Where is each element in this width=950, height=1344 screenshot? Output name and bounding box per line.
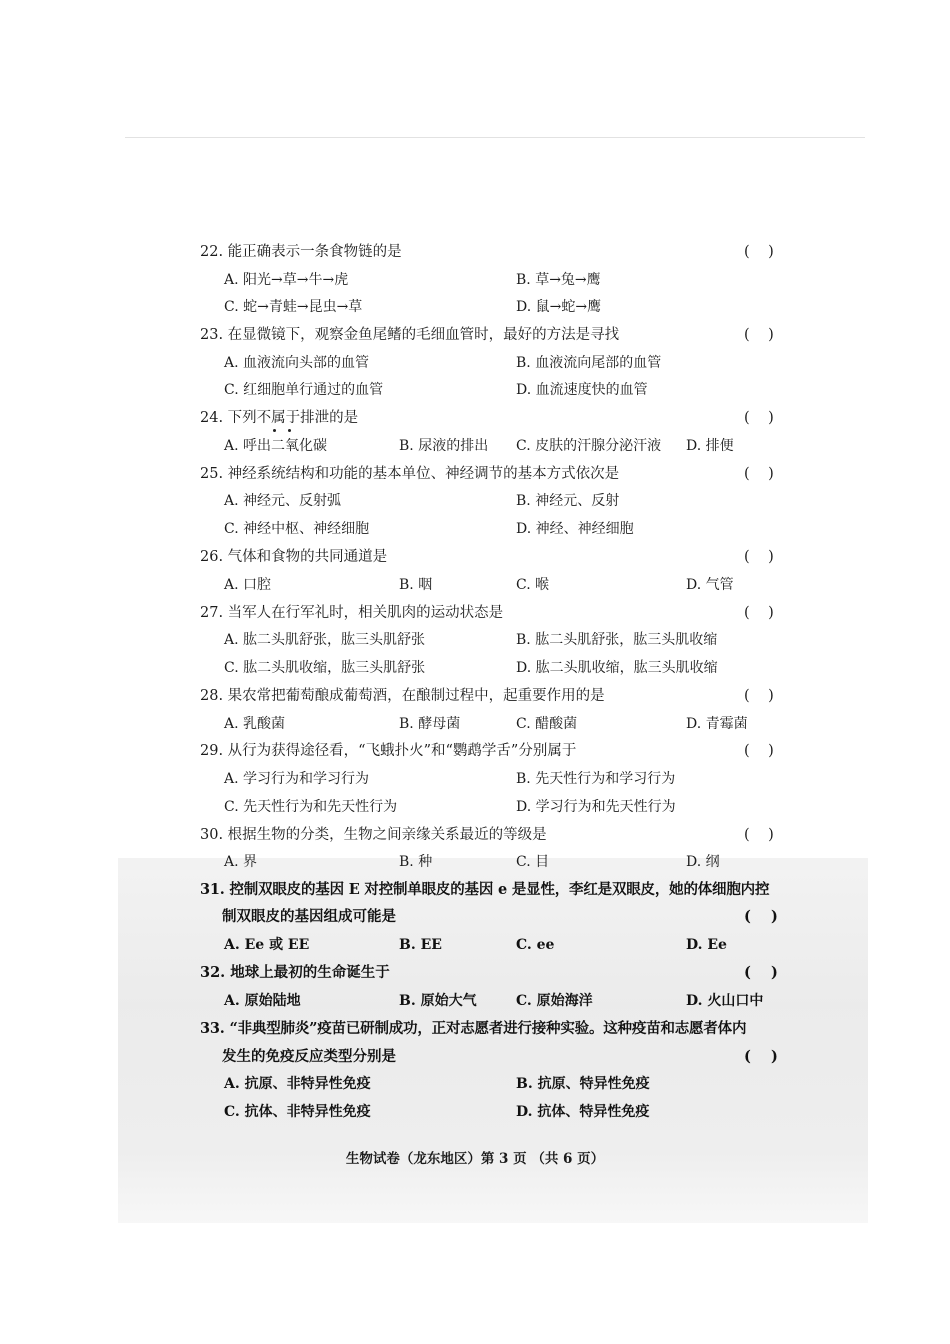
option-a: A. 阳光→草→牛→虎 [224, 272, 349, 288]
question-31-stem: 31. 控制双眼皮的基因 E 对控制单眼皮的基因 e 是显性，李红是双眼皮，她的体细胞内控 [200, 881, 770, 898]
option-d: D. 鼠→蛇→鹰 [516, 299, 602, 315]
option-b: B. 神经元、反射 [516, 493, 620, 509]
option-a: A. 神经元、反射弧 [224, 493, 342, 509]
answer-bracket: ( ) [744, 327, 774, 343]
option-c: C. ee [516, 937, 555, 953]
option-d: D. 纲 [686, 854, 720, 870]
answer-bracket: ( ) [744, 549, 774, 565]
option-d: D. 肱二头肌收缩，肱三头肌收缩 [516, 660, 718, 676]
answer-bracket: ( ) [744, 244, 774, 260]
option-b: B. 酵母菌 [399, 716, 461, 732]
question-22-stem: 22. 能正确表示一条食物链的是 [200, 244, 402, 260]
question-26-stem: 26. 气体和食物的共同通道是 [200, 549, 388, 565]
emphasis-dot [273, 429, 276, 432]
option-a: A. 乳酸菌 [224, 716, 286, 732]
option-b: B. 抗原、特异性免疫 [516, 1076, 650, 1092]
option-b: B. 肱二头肌舒张，肱三头肌收缩 [516, 632, 718, 648]
option-b: B. 先天性行为和学习行为 [516, 771, 676, 787]
option-d: D. 学习行为和先天性行为 [516, 799, 676, 815]
answer-bracket: ( ) [744, 605, 774, 621]
option-d: D. 气管 [686, 577, 734, 593]
option-d: D. 神经、神经细胞 [516, 521, 634, 537]
option-d: D. 青霉菌 [686, 716, 748, 732]
question-27-stem: 27. 当军人在行军礼时，相关肌肉的运动状态是 [200, 605, 504, 621]
question-30-stem: 30. 根据生物的分类，生物之间亲缘关系最近的等级是 [200, 827, 547, 843]
answer-bracket: ( ) [744, 1048, 778, 1065]
option-b: B. 咽 [399, 577, 433, 593]
answer-bracket: ( ) [744, 908, 778, 925]
option-c: C. 目 [516, 854, 550, 870]
option-d: D. 血流速度快的血管 [516, 382, 648, 398]
option-c: C. 醋酸菌 [516, 716, 578, 732]
answer-bracket: ( ) [744, 688, 774, 704]
answer-bracket: ( ) [744, 827, 774, 843]
option-b: B. 尿液的排出 [399, 438, 489, 454]
question-33-stem: 33. “非典型肺炎”疫苗已研制成功，正对志愿者进行接种实验。这种疫苗和志愿者体内 [200, 1020, 747, 1037]
answer-bracket: ( ) [744, 964, 778, 981]
option-b: B. 种 [399, 854, 433, 870]
option-a: A. 肱二头肌舒张，肱三头肌舒张 [224, 632, 426, 648]
option-b: B. 原始大气 [399, 993, 477, 1009]
answer-bracket: ( ) [744, 466, 774, 482]
question-29-stem: 29. 从行为获得途径看，“飞蛾扑火”和“鹦鹉学舌”分别属于 [200, 743, 577, 759]
emphasis-dot [288, 429, 291, 432]
option-a: A. Ee 或 EE [224, 937, 310, 953]
question-24-stem: 24. 下列不属于排泄的是 [200, 410, 359, 426]
option-d: D. 排便 [686, 438, 734, 454]
option-a: A. 呼出二氧化碳 [224, 438, 328, 454]
option-a: A. 界 [224, 854, 258, 870]
option-c: C. 皮肤的汗腺分泌汗液 [516, 438, 662, 454]
option-b: B. 血液流向尾部的血管 [516, 355, 662, 371]
option-a: A. 原始陆地 [224, 993, 301, 1009]
question-28-stem: 28. 果农常把葡萄酿成葡萄酒，在酿制过程中，起重要作用的是 [200, 688, 605, 704]
option-b: B. EE [399, 937, 442, 953]
option-d: D. Ee [686, 937, 727, 953]
question-23-stem: 23. 在显微镜下，观察金鱼尾鳍的毛细血管时，最好的方法是寻找 [200, 327, 620, 343]
option-c: C. 抗体、非特异性免疫 [224, 1104, 371, 1120]
option-a: A. 学习行为和学习行为 [224, 771, 370, 787]
question-31-stem-cont: 制双眼皮的基因组成可能是 [222, 908, 396, 925]
option-c: C. 神经中枢、神经细胞 [224, 521, 370, 537]
option-c: C. 喉 [516, 577, 550, 593]
option-c: C. 红细胞单行通过的血管 [224, 382, 384, 398]
answer-bracket: ( ) [744, 743, 774, 759]
option-b: B. 草→兔→鹰 [516, 272, 601, 288]
option-c: C. 原始海洋 [516, 993, 593, 1009]
option-d: D. 抗体、特异性免疫 [516, 1104, 650, 1120]
option-a: A. 抗原、非特异性免疫 [224, 1076, 371, 1092]
question-33-stem-cont: 发生的免疫反应类型分别是 [222, 1048, 396, 1065]
option-a: A. 血液流向头部的血管 [224, 355, 370, 371]
answer-bracket: ( ) [744, 410, 774, 426]
option-c: C. 肱二头肌收缩，肱三头肌舒张 [224, 660, 426, 676]
page-footer: 生物试卷（龙东地区）第 3 页 （共 6 页） [345, 1151, 605, 1167]
option-c: C. 先天性行为和先天性行为 [224, 799, 398, 815]
option-c: C. 蛇→青蛙→昆虫→草 [224, 299, 363, 315]
option-a: A. 口腔 [224, 577, 272, 593]
question-25-stem: 25. 神经系统结构和功能的基本单位、神经调节的基本方式依次是 [200, 466, 620, 482]
question-32-stem: 32. 地球上最初的生命诞生于 [200, 964, 390, 981]
option-d: D. 火山口中 [686, 993, 764, 1009]
